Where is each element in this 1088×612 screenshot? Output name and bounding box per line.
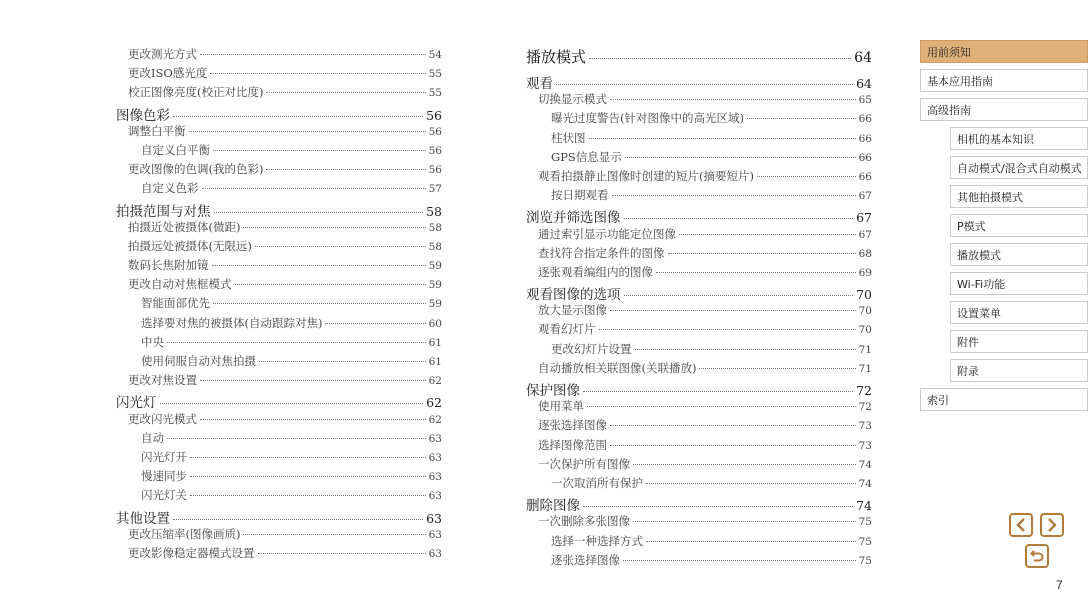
toc-entry-page: 73 [858, 420, 872, 433]
return-icon [1030, 549, 1044, 563]
toc-entry-page: 70 [858, 305, 872, 318]
toc-entry[interactable] [116, 315, 442, 334]
toc-entry[interactable] [116, 276, 442, 295]
dot-leader [259, 361, 426, 362]
dot-leader [214, 212, 424, 213]
toc-entry-label: 观看 [526, 76, 553, 92]
toc-entry[interactable] [116, 526, 442, 545]
dot-leader [625, 157, 856, 158]
toc-entry[interactable] [526, 456, 872, 475]
toc-entry[interactable] [526, 321, 872, 340]
toc-entry-label: 拍摄近处被摄体(微距) [128, 219, 241, 234]
toc-entry-page: 72 [858, 401, 872, 414]
toc-entry-page: 58 [426, 203, 442, 219]
toc-entry-page: 58 [428, 221, 442, 234]
sidebar-tab[interactable]: 高级指南 [920, 98, 1088, 121]
toc-entry-page: 67 [858, 190, 872, 203]
toc-entry-label: 更改ISO感光度 [128, 66, 208, 81]
toc-entry[interactable] [116, 372, 442, 391]
toc-entry-page: 70 [856, 287, 872, 303]
toc-entry-label: 删除图像 [526, 498, 580, 515]
toc-entry-page: 55 [428, 68, 442, 81]
toc-entry-page: 65 [858, 94, 872, 107]
toc-entry[interactable] [526, 46, 872, 72]
toc-entry[interactable] [526, 302, 872, 321]
toc-entry-label: 慢速同步 [141, 469, 187, 484]
toc-entry-label: 逐张选择图像 [551, 552, 620, 567]
dot-leader [646, 541, 856, 542]
toc-entry-page: 63 [428, 547, 442, 560]
sidebar-tab[interactable]: 附录 [950, 359, 1088, 382]
sidebar-tab[interactable]: 相机的基本知识 [950, 127, 1088, 150]
toc-entry-page: 61 [428, 356, 442, 368]
toc-entry[interactable] [116, 104, 442, 123]
toc-entry-page: 60 [428, 317, 442, 330]
toc-entry-page: 69 [858, 266, 872, 279]
dot-leader [258, 553, 426, 554]
dot-leader [325, 323, 425, 324]
toc-entry[interactable] [526, 187, 872, 206]
toc-entry-label: 浏览并筛选图像 [526, 210, 621, 227]
toc-entry-page: 62 [428, 413, 442, 426]
toc-entry-page: 63 [428, 451, 442, 464]
toc-entry-page: 55 [428, 87, 442, 100]
toc-entry[interactable] [526, 206, 872, 225]
toc-entry[interactable] [116, 430, 442, 449]
dot-leader [612, 195, 856, 196]
toc-entry-label: 更改闪光模式 [128, 411, 197, 426]
toc-entry[interactable] [116, 545, 442, 564]
toc-entry-label: 闪光灯开 [141, 449, 187, 464]
sidebar-tab[interactable]: 基本应用指南 [920, 69, 1088, 92]
toc-entry-label: 更改对焦设置 [128, 373, 197, 388]
toc-entry[interactable] [116, 180, 442, 199]
dot-leader [610, 99, 856, 100]
sidebar-tab[interactable]: 设置菜单 [950, 301, 1088, 324]
dot-leader [189, 131, 426, 132]
toc-entry[interactable] [116, 353, 442, 372]
dot-leader [213, 303, 426, 304]
sidebar-tab[interactable]: 自动模式/混合式自动模式 [950, 156, 1088, 179]
toc-entry[interactable] [116, 507, 442, 526]
toc-entry[interactable] [526, 168, 872, 187]
page-number: 7 [1056, 578, 1063, 592]
toc-entry-label: 观看拍摄静止图像时创建的短片(摘要短片) [538, 168, 754, 183]
toc-entry[interactable] [116, 295, 442, 314]
dot-leader [646, 483, 856, 484]
toc-entry[interactable] [526, 341, 872, 360]
toc-entry-label: 校正图像亮度(校正对比度) [128, 85, 264, 100]
toc-entry[interactable] [116, 391, 442, 410]
toc-entry-page: 57 [428, 183, 442, 196]
toc-entry[interactable] [526, 398, 872, 417]
dot-leader [173, 519, 423, 520]
next-page-button[interactable] [1040, 513, 1064, 537]
toc-entry-page: 59 [428, 298, 442, 311]
toc-entry-page: 63 [426, 510, 442, 526]
toc-entry[interactable] [526, 91, 872, 110]
toc-entry-label: 查找符合指定条件的图像 [538, 245, 665, 260]
toc-entry-page: 75 [858, 516, 872, 529]
dot-leader [610, 445, 856, 446]
dot-leader [624, 295, 854, 296]
toc-entry-label: 观看图像的选项 [526, 287, 621, 304]
toc-entry-page: 72 [856, 383, 872, 398]
dot-leader [699, 368, 855, 369]
toc-left-column [116, 46, 442, 564]
toc-entry-label: 观看幻灯片 [538, 322, 596, 337]
toc-entry[interactable] [116, 487, 442, 506]
toc-entry-page: 70 [858, 324, 872, 337]
toc-entry-page: 58 [428, 240, 442, 253]
sidebar-tab[interactable]: 播放模式 [950, 243, 1088, 266]
dot-leader [173, 116, 423, 117]
sidebar-tab[interactable]: P模式 [950, 214, 1088, 237]
dot-leader [200, 380, 426, 381]
toc-entry-label: 更改图像的色调(我的色彩) [128, 162, 264, 177]
toc-entry-label: 数码长焦附加镜 [128, 258, 209, 273]
toc-entry-page: 74 [858, 458, 872, 471]
dot-leader [255, 246, 426, 247]
toc-entry-label: 切换显示模式 [538, 92, 607, 107]
toc-entry[interactable] [116, 219, 442, 238]
toc-entry-label: 通过索引显示功能定位图像 [538, 226, 676, 241]
toc-entry[interactable] [116, 257, 442, 276]
toc-entry-label: 图像色彩 [116, 107, 170, 124]
toc-entry-label: 保护图像 [526, 383, 580, 399]
dot-leader [610, 425, 856, 426]
toc-entry[interactable] [526, 379, 872, 398]
chevron-right-icon [1046, 518, 1058, 532]
dot-leader [243, 534, 425, 535]
dot-leader [556, 84, 853, 85]
dot-leader [266, 92, 425, 93]
toc-entry-label: 柱状图 [551, 130, 586, 145]
toc-entry-page: 63 [428, 528, 442, 541]
toc-entry[interactable] [526, 110, 872, 129]
toc-entry-label: 更改测光方式 [128, 47, 197, 61]
toc-entry-label: 选择要对焦的被摄体(自动跟踪对焦) [141, 315, 323, 330]
toc-entry-label: 其他设置 [116, 510, 170, 527]
dot-leader [167, 342, 426, 343]
toc-entry-label: 调整白平衡 [128, 123, 186, 138]
toc-entry-label: 选择一种选择方式 [551, 533, 643, 548]
toc-entry-label: 自动 [141, 430, 164, 445]
toc-entry-page: 66 [858, 132, 872, 145]
dot-leader [167, 438, 426, 439]
toc-entry-label: 曝光过度警告(针对图像中的高光区域) [551, 111, 744, 126]
dot-leader [212, 265, 426, 266]
toc-entry[interactable] [526, 417, 872, 436]
dot-leader [583, 506, 853, 507]
toc-entry-label: 更改影像稳定器模式设置 [128, 545, 255, 560]
toc-entry[interactable] [116, 334, 442, 353]
toc-entry-page: 56 [428, 144, 442, 157]
toc-entry-label: 闪光灯关 [141, 488, 187, 503]
chevron-left-icon [1015, 518, 1027, 532]
prev-page-button[interactable] [1009, 513, 1033, 537]
toc-entry-page: 62 [428, 375, 442, 388]
dot-leader [624, 218, 854, 219]
toc-entry[interactable] [526, 245, 872, 264]
toc-entry[interactable] [526, 149, 872, 168]
toc-entry-label: 一次保护所有图像 [538, 456, 630, 471]
dot-leader [633, 464, 856, 465]
dot-leader [235, 284, 426, 285]
toc-entry[interactable] [116, 468, 442, 487]
dot-leader [200, 54, 426, 55]
toc-entry-label: 一次删除多张图像 [538, 514, 630, 529]
toc-entry-label: 自定义色彩 [141, 181, 199, 196]
sidebar-tab[interactable]: 用前须知 [920, 40, 1088, 63]
dot-leader [587, 406, 856, 407]
toc-entry-page: 66 [858, 113, 872, 126]
toc-entry-label: 逐张选择图像 [538, 418, 607, 433]
toc-entry[interactable] [526, 130, 872, 149]
toc-entry[interactable] [116, 200, 442, 219]
toc-entry-page: 74 [858, 477, 872, 490]
dot-leader [243, 227, 425, 228]
toc-entry-page: 71 [858, 343, 872, 356]
toc-entry[interactable] [116, 161, 442, 180]
toc-entry-page: 62 [426, 395, 442, 411]
dot-leader [210, 73, 425, 74]
toc-entry-label: 自动播放相关联图像(关联播放) [538, 360, 697, 375]
toc-entry-page: 59 [428, 279, 442, 292]
dot-leader [589, 58, 851, 59]
toc-entry[interactable] [116, 449, 442, 468]
dot-leader [747, 118, 856, 119]
toc-entry-page: 71 [858, 362, 872, 375]
toc-entry-page: 67 [856, 210, 872, 226]
dot-leader [583, 391, 853, 392]
toc-entry-label: 逐张观看编组内的图像 [538, 264, 653, 279]
toc-entry-label: 智能面部优先 [141, 296, 210, 311]
toc-right-column [526, 46, 872, 571]
dot-leader [213, 150, 426, 151]
toc-entry-page: 74 [856, 498, 872, 514]
toc-entry[interactable] [116, 238, 442, 257]
toc-entry[interactable] [526, 475, 872, 494]
dot-leader [160, 403, 424, 404]
toc-entry-page: 66 [858, 151, 872, 164]
toc-entry[interactable] [526, 494, 872, 513]
toc-entry-page: 61 [428, 336, 442, 349]
dot-leader [190, 495, 426, 496]
dot-leader [200, 419, 426, 420]
sidebar-tab[interactable]: Wi-Fi功能 [950, 272, 1088, 295]
toc-entry-page: 59 [428, 260, 442, 273]
dot-leader [190, 476, 426, 477]
toc-entry-page: 54 [428, 49, 442, 61]
toc-entry[interactable] [526, 226, 872, 245]
dot-leader [633, 521, 856, 522]
toc-entry[interactable] [526, 72, 872, 91]
toc-entry-page: 73 [858, 439, 872, 452]
toc-entry-label: 拍摄范围与对焦 [116, 203, 211, 220]
toc-entry[interactable] [116, 123, 442, 142]
toc-entry-page: 75 [858, 535, 872, 548]
toc-entry-label: GPS信息显示 [551, 149, 622, 164]
toc-entry-label: 使用菜单 [538, 399, 584, 414]
toc-entry-label: 放大显示图像 [538, 303, 607, 318]
toc-entry-page: 64 [856, 76, 872, 91]
toc-entry-page: 63 [428, 432, 442, 445]
toc-entry-label: 播放模式 [526, 48, 587, 66]
dot-leader [668, 253, 856, 254]
dot-leader [757, 176, 856, 177]
toc-entry[interactable] [526, 283, 872, 302]
toc-entry-label: 按日期观看 [551, 188, 609, 203]
dot-leader [679, 234, 856, 235]
toc-entry-page: 56 [426, 107, 442, 123]
dot-leader [656, 272, 856, 273]
toc-entry[interactable] [526, 360, 872, 379]
toc-entry-label: 更改压缩率(图像画质) [128, 526, 241, 541]
back-button[interactable] [1025, 544, 1049, 568]
toc-entry-page: 66 [858, 170, 872, 183]
toc-entry[interactable] [526, 264, 872, 283]
dot-leader [202, 188, 426, 189]
toc-entry-page: 56 [428, 164, 442, 177]
toc-entry-label: 拍摄远处被摄体(无限远) [128, 238, 252, 253]
toc-entry[interactable] [116, 411, 442, 430]
sidebar-tab[interactable]: 其他拍摄模式 [950, 185, 1088, 208]
toc-entry-label: 闪光灯 [116, 395, 157, 412]
toc-entry-page: 56 [428, 125, 442, 138]
dot-leader [623, 560, 856, 561]
toc-entry-label: 更改自动对焦框模式 [128, 277, 232, 292]
dot-leader [589, 138, 856, 139]
toc-entry-label: 使用伺服自动对焦拍摄 [141, 354, 256, 368]
dot-leader [599, 329, 856, 330]
dot-leader [190, 457, 426, 458]
dot-leader [610, 310, 856, 311]
toc-entry-page: 68 [858, 247, 872, 260]
toc-entry-page: 75 [858, 554, 872, 567]
toc-entry-label: 中央 [141, 334, 164, 349]
dot-leader [635, 349, 856, 350]
toc-entry[interactable] [116, 65, 442, 84]
toc-entry-page: 63 [428, 490, 442, 503]
sidebar-tab[interactable]: 索引 [920, 388, 1088, 411]
toc-entry[interactable] [526, 533, 872, 552]
sidebar-tab[interactable]: 附件 [950, 330, 1088, 353]
toc-entry[interactable] [116, 142, 442, 161]
toc-entry[interactable] [116, 84, 442, 103]
toc-entry[interactable] [526, 552, 872, 571]
toc-entry-page: 67 [858, 228, 872, 241]
toc-entry[interactable] [526, 513, 872, 532]
toc-entry[interactable] [526, 437, 872, 456]
toc-entry-label: 更改幻灯片设置 [551, 341, 632, 356]
toc-entry[interactable] [116, 46, 442, 65]
toc-entry-label: 自定义白平衡 [141, 142, 210, 157]
toc-entry-label: 一次取消所有保护 [551, 475, 643, 490]
dot-leader [266, 169, 425, 170]
toc-entry-label: 选择图像范围 [538, 437, 607, 452]
toc-entry-page: 64 [854, 50, 872, 66]
toc-entry-page: 63 [428, 471, 442, 484]
